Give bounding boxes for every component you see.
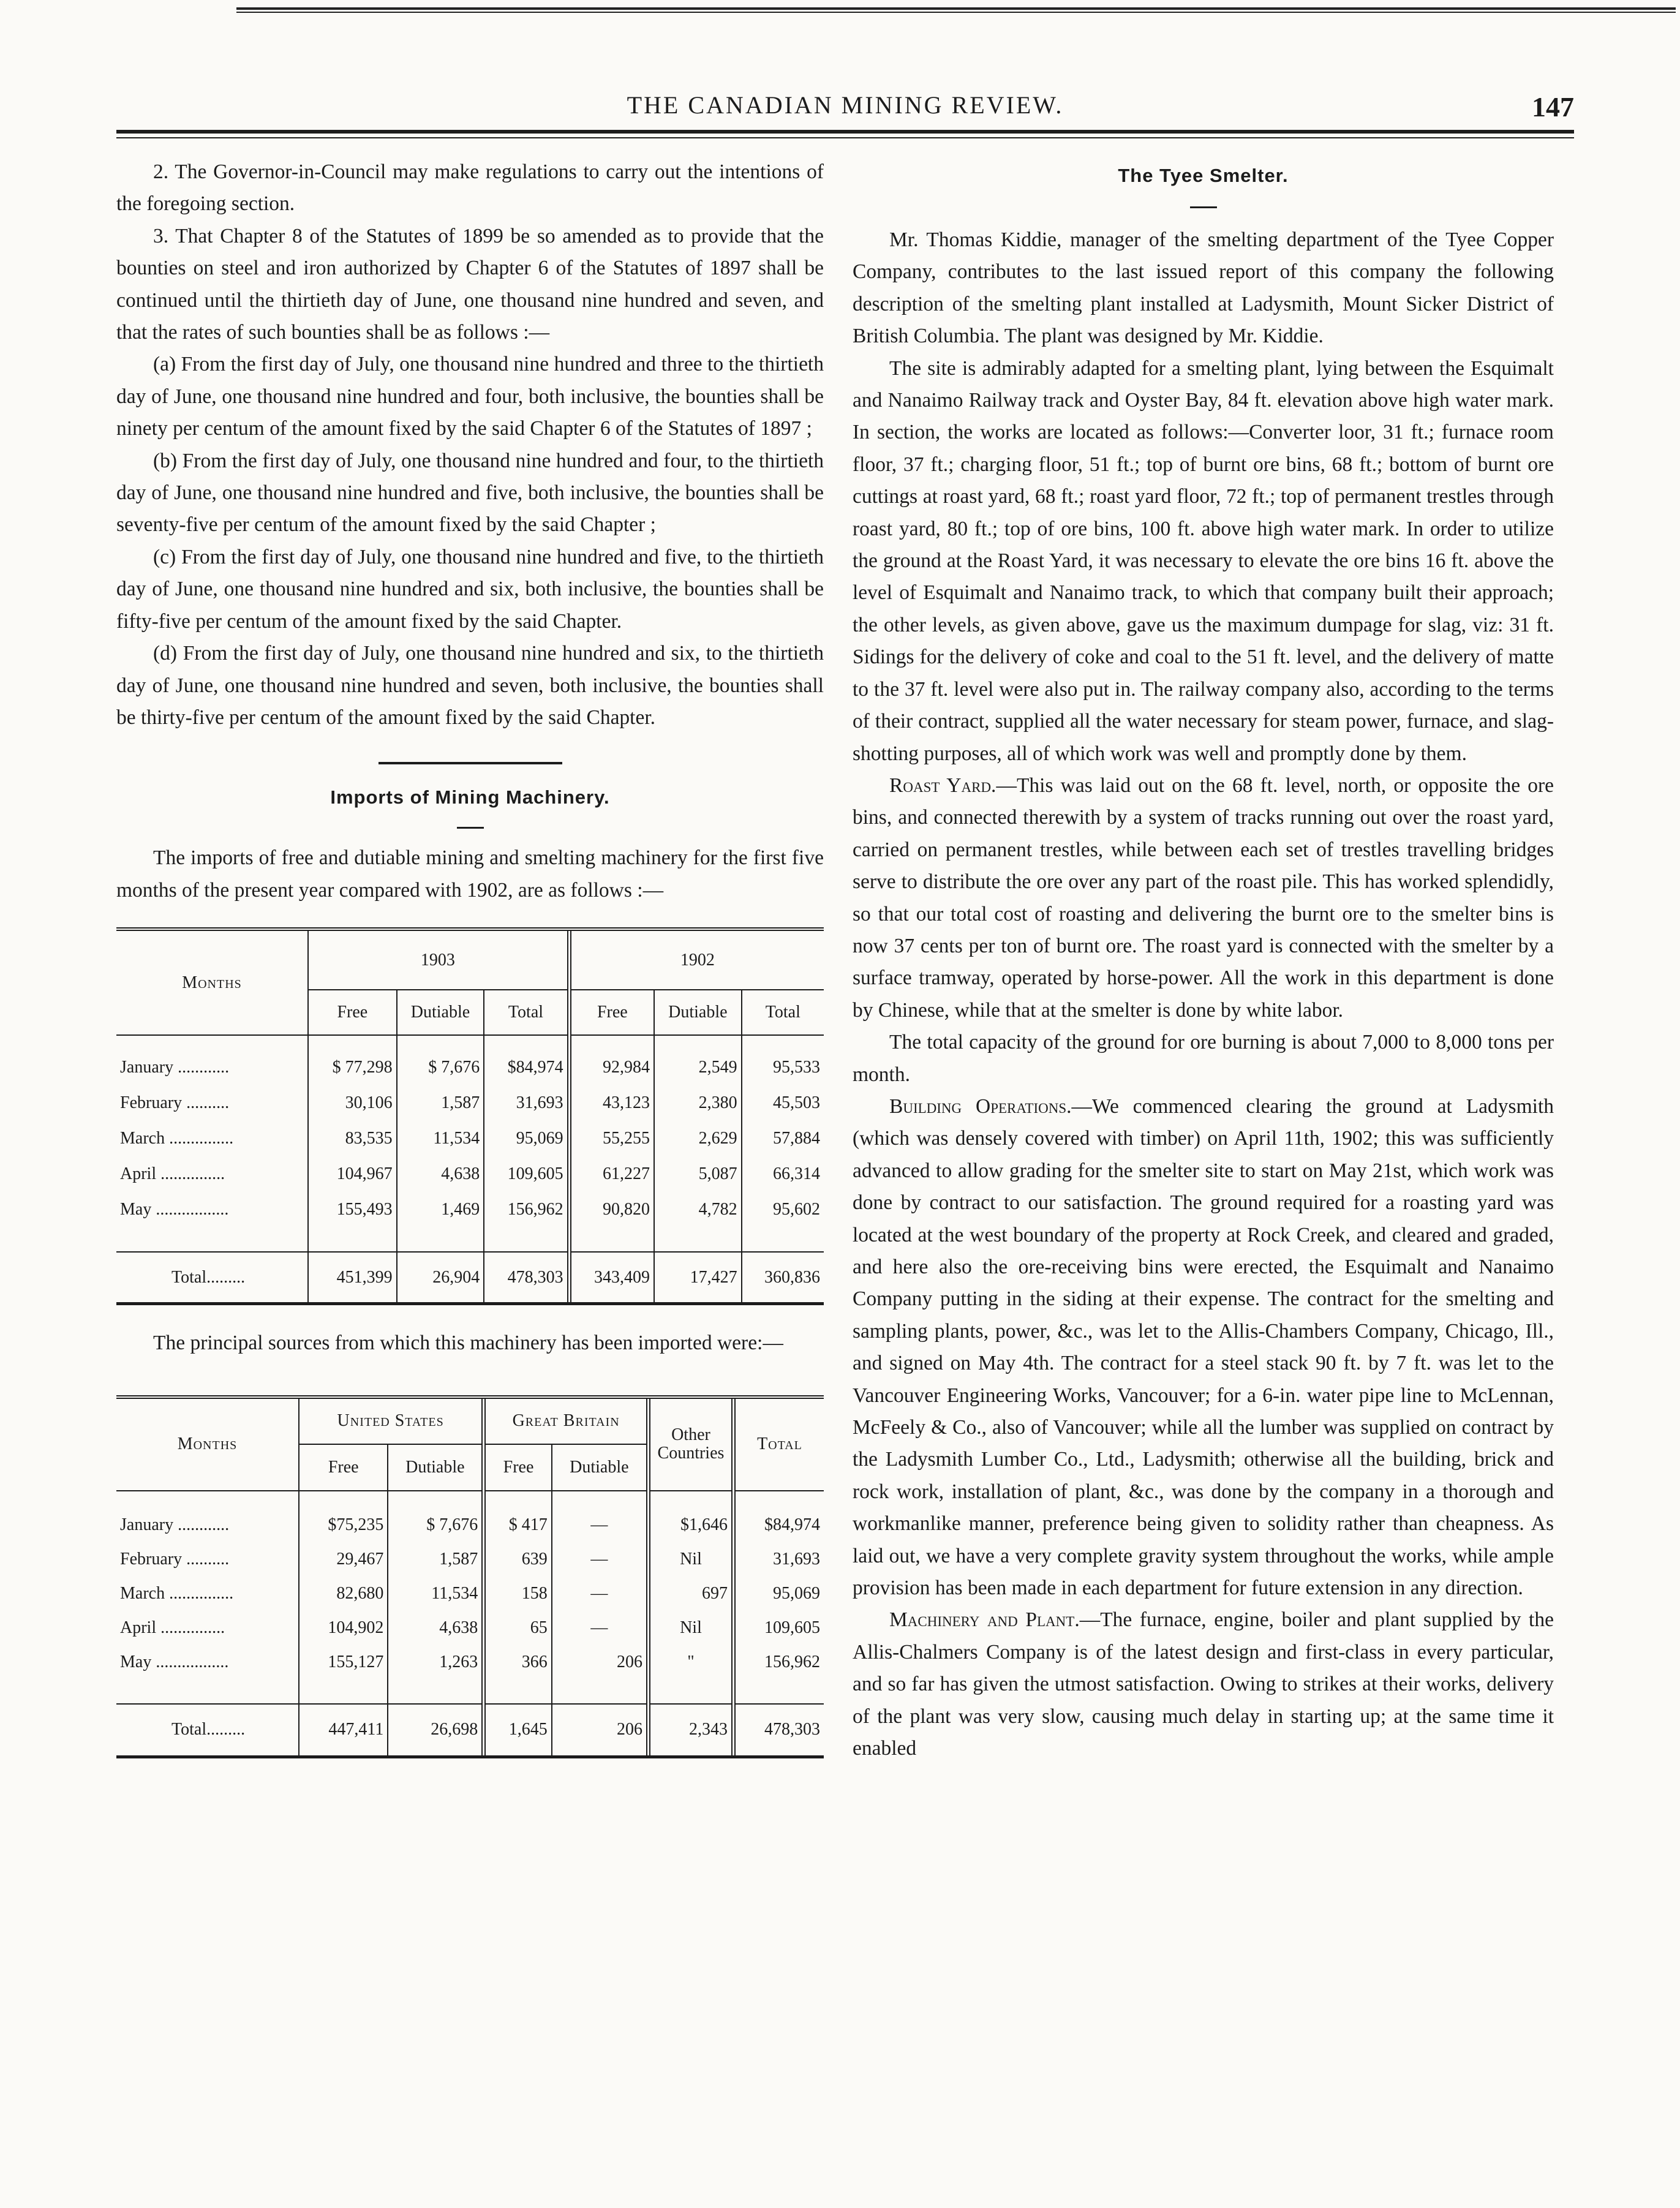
tyee-smelter-heading: The Tyee Smelter.	[1118, 165, 1289, 186]
gb-dutiable-total: 206	[552, 1704, 649, 1755]
clause-d: (d) From the first day of July, one thousand nine hundred and six, to the thirtieth day of June, one thousand nine hundred and seven, both inclusive, the bounties shall be thirty-five per centum of the amount fixed by the said Chapter.	[116, 642, 824, 729]
gb-free-cell: 158	[484, 1577, 552, 1611]
gb-free-cell: 366	[484, 1645, 552, 1679]
dutiable-1903-cell: 4,638	[397, 1156, 484, 1192]
gb-free-cell: 65	[484, 1611, 552, 1645]
gb-free-cell: $ 417	[484, 1508, 552, 1542]
free-1903-cell: 30,106	[308, 1085, 397, 1121]
total-cell: 109,605	[764, 1618, 820, 1637]
other-countries-cell: 697	[648, 1577, 733, 1611]
month-cell: April ...............	[116, 1156, 308, 1192]
page-number: 147	[1532, 91, 1574, 122]
months-header: Months	[116, 931, 308, 1035]
gb-dutiable-cell: —	[552, 1577, 649, 1611]
running-title: THE CANADIAN MINING REVIEW.	[627, 91, 1064, 119]
other-countries-cell: Nil	[648, 1542, 733, 1577]
table-row	[116, 1611, 824, 1645]
total-1903-cell: 95,069	[484, 1121, 569, 1156]
right-column	[853, 156, 1554, 1765]
table-row	[116, 1577, 824, 1611]
free-1903-header: Free	[308, 990, 397, 1035]
us-dutiable-cell: 1,587	[388, 1542, 483, 1577]
paragraph-2: 2. The Governor-in-Council may make regulations to carry out the intentions of the foregoing section.	[116, 160, 824, 216]
page-header	[116, 91, 1574, 127]
machinery-plant-lead: Machinery and Plant.	[889, 1608, 1080, 1632]
month-cell: March ...............	[116, 1121, 308, 1156]
free-1902-cell: 55,255	[569, 1121, 654, 1156]
heading-dash	[457, 827, 484, 829]
clause-c: (c) From the first day of July, one thousand nine hundred and five, to the thirtieth day of June, one thousand nine hundred and six, both inclusive, the bounties shall be fifty-five per centum of the amount fixed by the said Chapter.	[116, 545, 824, 633]
total-1902-cell: 95,602	[773, 1200, 820, 1219]
total-1902-cell: 57,884	[773, 1129, 820, 1148]
free-1902-cell: 90,820	[569, 1192, 654, 1227]
us-dutiable-cell: 1,263	[388, 1645, 483, 1679]
gb-dutiable-cell: —	[552, 1611, 649, 1645]
month-cell: February ..........	[116, 1542, 299, 1577]
clause-b: (b) From the first day of July, one thousand nine hundred and four, to the thirtieth day of June, one thousand nine hundred and five, both inclusive, the bounties shall be seventy-five per centum of the amount fixed by the said Chapter ;	[116, 449, 824, 537]
total-1902-cell: 95,533	[773, 1058, 820, 1077]
other-countries-header: Other Countries	[648, 1399, 733, 1491]
free-1903-cell: $ 77,298	[308, 1050, 397, 1085]
gb-dutiable-cell: —	[552, 1542, 649, 1577]
month-cell: January ............	[116, 1050, 308, 1085]
month-cell: January ............	[116, 1508, 299, 1542]
paragraph-3: 3. That Chapter 8 of the Statutes of 1899 be so amended as to provide that the bounties on steel and iron authorized by Chapter 6 of the Statutes of 1897 shall be continued until the thirtieth day of June, one thousand nine hundred and seven, and that the rates of such bounties shall be as follows :—	[116, 224, 824, 344]
dutiable-1902-header: Dutiable	[654, 990, 742, 1035]
roast-yard-lead: Roast Yard.	[889, 774, 996, 797]
free-1902-total: 343,409	[569, 1252, 654, 1302]
gb-free-cell: 639	[484, 1542, 552, 1577]
total-header: Total	[757, 1434, 802, 1454]
dutiable-1903-header: Dutiable	[397, 990, 484, 1035]
us-free-cell: $75,235	[299, 1508, 388, 1542]
paragraph-building	[853, 1091, 1554, 1605]
free-1902-cell: 61,227	[569, 1156, 654, 1192]
free-1903-total: 451,399	[308, 1252, 397, 1302]
total-cell: $84,974	[764, 1515, 820, 1534]
grand-total: 478,303	[733, 1704, 824, 1755]
section-separator	[379, 762, 562, 764]
left-column	[116, 156, 824, 1758]
gb-dutiable-cell: —	[552, 1508, 649, 1542]
united-states-header: United States	[299, 1399, 484, 1444]
table-row	[116, 1508, 824, 1542]
total-cell: 156,962	[764, 1652, 820, 1671]
total-1903-cell: 31,693	[484, 1085, 569, 1121]
other-countries-cell: Nil	[648, 1611, 733, 1645]
total-1902-header: Total	[765, 1003, 800, 1022]
us-dutiable-cell: 11,534	[388, 1577, 483, 1611]
header-rule-thin	[116, 137, 1574, 138]
months-header: Months	[116, 1399, 299, 1491]
free-1903-cell: 83,535	[308, 1121, 397, 1156]
us-dutiable-cell: 4,638	[388, 1611, 483, 1645]
table-row	[116, 1050, 824, 1085]
sources-table-grid	[116, 1399, 824, 1755]
us-free-cell: 82,680	[299, 1577, 388, 1611]
sources-intro: The principal sources from which this machinery has been imported were:—	[153, 1332, 783, 1355]
total-cell: 31,693	[773, 1549, 820, 1569]
gb-dutiable-header: Dutiable	[552, 1444, 649, 1491]
table-row	[116, 1542, 824, 1577]
us-free-total: 447,411	[299, 1704, 388, 1755]
dutiable-1902-cell: 2,380	[654, 1085, 742, 1121]
imports-intro: The imports of free and dutiable mining and smelting machinery for the first five months of the present year compared with 1902, are as follows :—	[116, 846, 824, 902]
dutiable-1903-cell: 1,469	[397, 1192, 484, 1227]
dutiable-1902-cell: 2,549	[654, 1050, 742, 1085]
total-label: Total.........	[116, 1704, 299, 1755]
total-1902-cell: 45,503	[773, 1093, 820, 1113]
free-1902-header: Free	[569, 990, 654, 1035]
other-countries-cell: $1,646	[648, 1508, 733, 1542]
us-free-header: Free	[299, 1444, 388, 1491]
gb-dutiable-cell: 206	[552, 1645, 649, 1679]
dutiable-1903-cell: 1,587	[397, 1085, 484, 1121]
table-row	[116, 1085, 824, 1121]
imports-table	[116, 931, 824, 1302]
total-1903-cell: 109,605	[484, 1156, 569, 1192]
header-rule	[116, 130, 1574, 134]
year-1902-header: 1902	[569, 931, 824, 990]
gb-free-header: Free	[484, 1444, 552, 1491]
other-countries-total: 2,343	[648, 1704, 733, 1755]
table-row	[116, 1156, 824, 1192]
dutiable-1902-cell: 2,629	[654, 1121, 742, 1156]
table-row	[116, 1645, 824, 1679]
month-cell: March ...............	[116, 1577, 299, 1611]
table-row	[116, 1121, 824, 1156]
total-1902-total: 360,836	[742, 1252, 824, 1302]
paragraph-site: The site is admirably adapted for a smelting plant, lying between the Esquimalt and Nanaimo Railway track and Oyster Bay, 84 ft. elevation above high water mark. In section, the works are located as follows:—Converter loor, 31 ft.; furnace room floor, 37 ft.; charging floor, 51 ft.; top of burnt ore bins, 68 ft.; bottom of burnt ore cuttings at roast yard, 68 ft.; roast yard floor, 72 ft.; top of permanent trestles through roast yard, 80 ft.; top of ore bins, 100 ft. above high water mark. In order to utilize the ground at the Roast Yard, it was necessary to elevate the ore bins 16 ft. above the level of Esquimalt and Nanaimo track, to which that company built their approach; the other levels, as given above, gave us the maximum dumpage for slag, viz: 31 ft. Sidings for the delivery of coke and coal to the 51 ft. level, and the delivery of matte to the 37 ft. level were also put in. The railway company also, according to the terms of their contract, supplied all the water necessary for steam power, furnace, and slag-shotting purposes, all of which work was well and promptly done by them.	[853, 356, 1554, 765]
us-dutiable-cell: $ 7,676	[388, 1508, 483, 1542]
building-operations-lead: Building Operations.	[889, 1095, 1072, 1118]
dutiable-1903-total: 26,904	[397, 1252, 484, 1302]
table-row	[116, 1192, 824, 1227]
paragraph-roast-yard	[853, 770, 1554, 1027]
dutiable-1902-cell: 5,087	[654, 1156, 742, 1192]
month-cell: April ...............	[116, 1611, 299, 1645]
free-1903-cell: 104,967	[308, 1156, 397, 1192]
roast-yard-text: —This was laid out on the 68 ft. level, north, or opposite the ore bins, and connected therewith by a system of tracks running out over the roast yard, carried on permanent trestles, while between each set of trestles travelling bridges serve to distribute the ore over any part of the roast pile. This has worked splendidly, so that our total cost of roasting and delivering the burnt ore to the smelter bins is now 37 cents per ton of burnt ore. The roast yard is connected with the smelter by a surface tramway, operated by horse-power. All the work in this department is done by Chinese, while that at the smelter is done by white labor.	[853, 774, 1554, 1022]
us-dutiable-header: Dutiable	[388, 1444, 483, 1491]
free-1903-cell: 155,493	[308, 1192, 397, 1227]
paragraph-machinery	[853, 1604, 1554, 1765]
dutiable-1902-total: 17,427	[654, 1252, 742, 1302]
total-cell: 95,069	[773, 1583, 820, 1603]
other-countries-cell: "	[648, 1645, 733, 1679]
free-1902-cell: 92,984	[569, 1050, 654, 1085]
us-free-cell: 155,127	[299, 1645, 388, 1679]
sources-table	[116, 1395, 824, 1758]
dutiable-1903-cell: 11,534	[397, 1121, 484, 1156]
gb-free-total: 1,645	[484, 1704, 552, 1755]
building-operations-text: —We commenced clearing the ground at Ladysmith (which was densely covered with timber) on April 11th, 1902; this was sufficiently advanced to allow grading for the smelter site to start on May 21st, which work was done by contract to our satisfaction. The ground required for a roasting yard was located at the west boundary of the property at Rock Creek, and cleared and graded, and here also the ore-receiving bins were erected, the Esquimalt and Nanaimo Company putting in the siding at their expense. The contract for the smelting and sampling plants, power, &c., was let to the Allis-Chambers Company, Chicago, Ill., and signed on May 4th. The contract for a steel stack 90 ft. by 7 ft. was let to the Vancouver Engineering Works, Vancouver; for a 6-in. water pipe line to McLennan, McFeely & Co., also of Vancouver; while all the lumber was supplied on contract by the Ladysmith Lumber Co., Ltd., Ladysmith; otherwise all the building, brick and rock work, installation of plant, &c., was done by the company in a thorough and workmanlike manner, preference being given to solidity rather than cheapness. As laid out, we have a very complete gravity system throughout the works, while ample provision has been made in each department for future extension in any direction.	[853, 1095, 1554, 1600]
table-total-row	[116, 1252, 824, 1302]
us-dutiable-total: 26,698	[388, 1704, 483, 1755]
total-1903-total: 478,303	[484, 1252, 569, 1302]
top-decorative-rule	[236, 5, 1676, 15]
clause-a: (a) From the first day of July, one thousand nine hundred and three to the thirtieth day of June, one thousand nine hundred and four, both inclusive, the bounties shall be ninety per centum of the amount fixed by the said Chapter 6 of the Statutes of 1897 ;	[116, 353, 824, 440]
great-britain-header: Great Britain	[484, 1399, 649, 1444]
total-1903-cell: 156,962	[484, 1192, 569, 1227]
paragraph-capacity: The total capacity of the ground for ore burning is about 7,000 to 8,000 tons per month.	[853, 1031, 1554, 1086]
machinery-plant-text: —The furnace, engine, boiler and plant supplied by the Allis-Chalmers Company is of the latest design and first-class in every particular, and so far has given the utmost satisfaction. Owing to strikes at their works, delivery of the plant was very slow, causing much delay in starting up; at the same time it enabled	[853, 1608, 1554, 1760]
dutiable-1902-cell: 4,782	[654, 1192, 742, 1227]
month-cell: May .................	[116, 1192, 308, 1227]
paragraph-intro: Mr. Thomas Kiddie, manager of the smelting department of the Tyee Copper Company, contributes to the last issued report of this company the following description of the smelting plant installed at Ladysmith, Mount Sicker District of British Columbia. The plant was designed by Mr. Kiddie.	[853, 228, 1554, 348]
total-1902-cell: 66,314	[773, 1164, 820, 1184]
heading-dash	[1190, 206, 1217, 208]
imports-table-1903-1902	[116, 927, 824, 1305]
month-cell: May .................	[116, 1645, 299, 1679]
free-1902-cell: 43,123	[569, 1085, 654, 1121]
us-free-cell: 29,467	[299, 1542, 388, 1577]
imports-heading: Imports of Mining Machinery.	[330, 786, 610, 808]
us-free-cell: 104,902	[299, 1611, 388, 1645]
year-1903-header: 1903	[308, 931, 569, 990]
total-1903-header: Total	[484, 990, 569, 1035]
total-label: Total.........	[116, 1252, 308, 1302]
dutiable-1903-cell: $ 7,676	[397, 1050, 484, 1085]
month-cell: February ..........	[116, 1085, 308, 1121]
table-total-row	[116, 1704, 824, 1755]
total-1903-cell: $84,974	[484, 1050, 569, 1085]
